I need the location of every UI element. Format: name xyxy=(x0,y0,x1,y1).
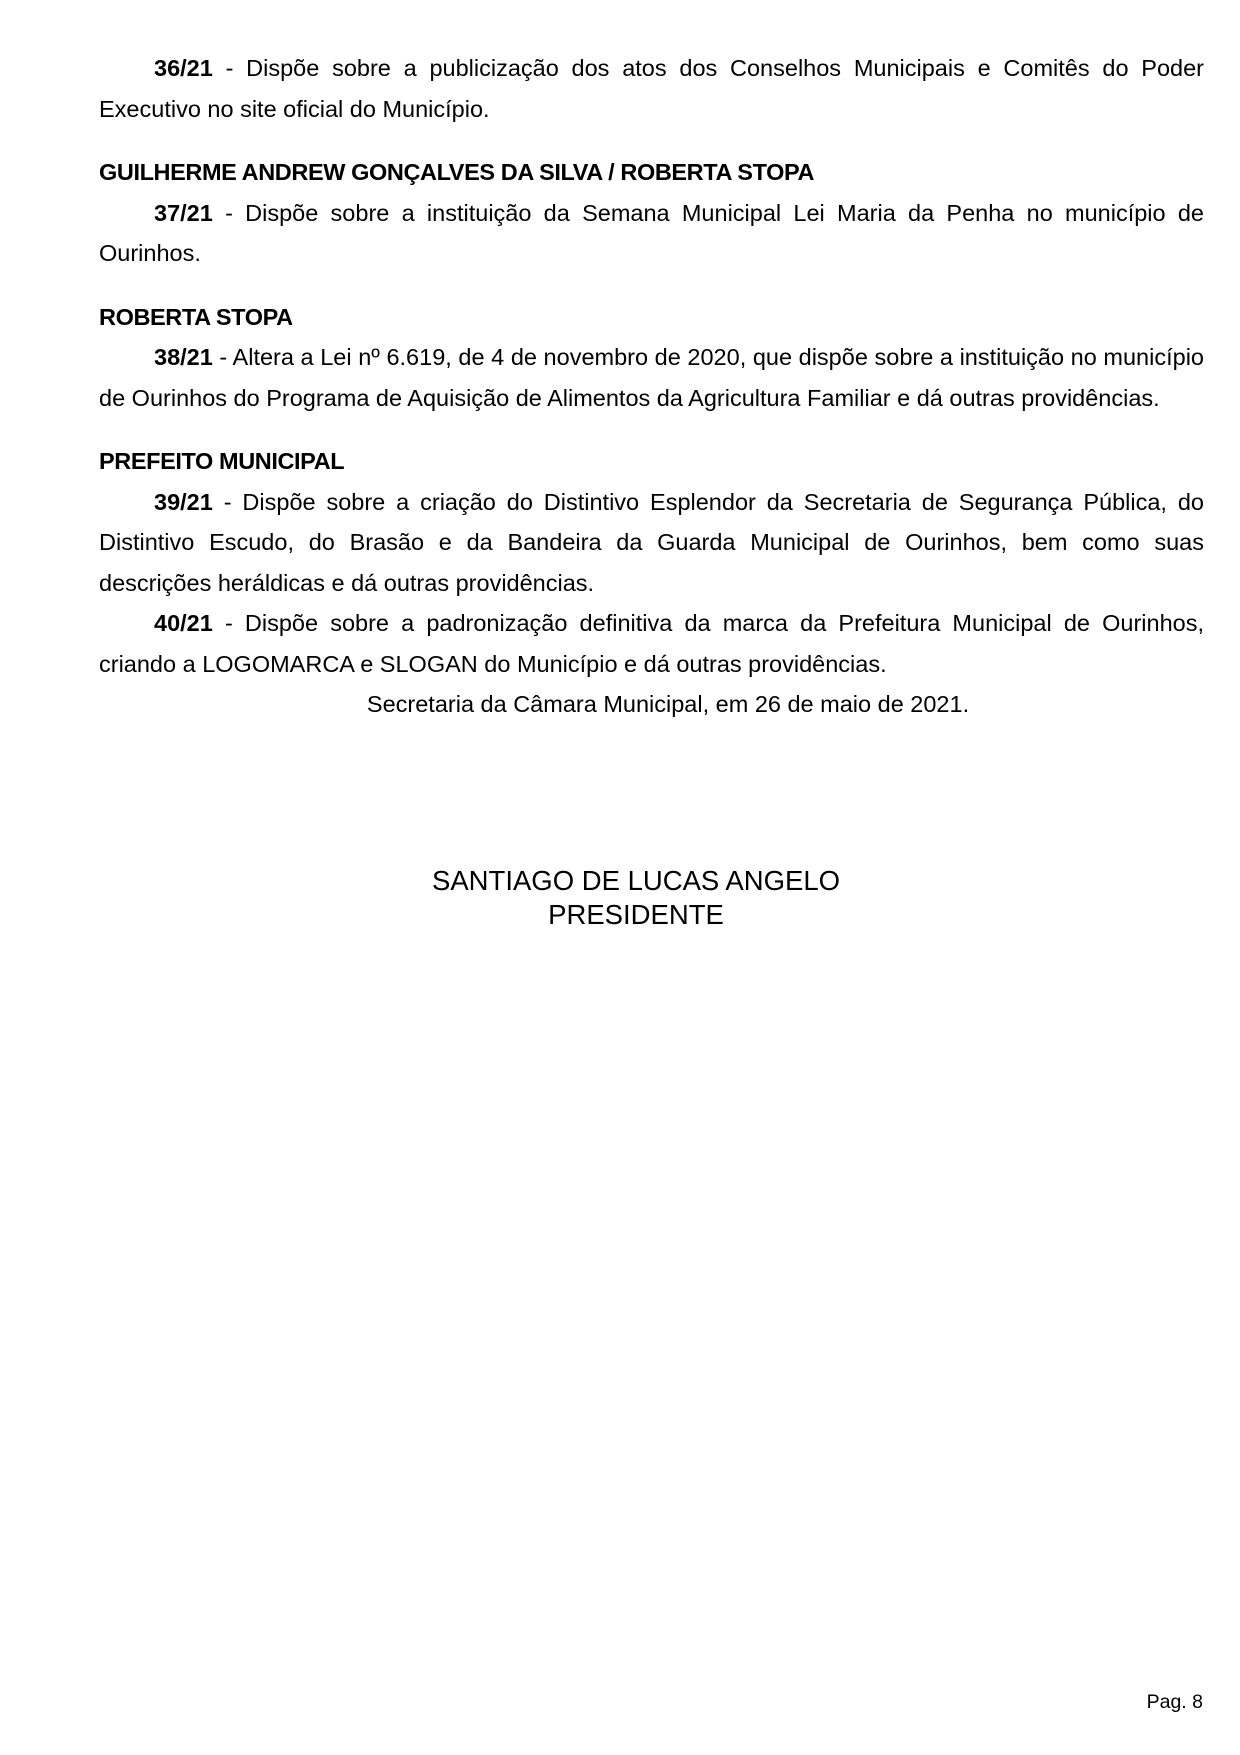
bill-description: - Dispõe sobre a instituição da Semana Municipal Lei Maria da Penha no município de Ourinhos. xyxy=(99,199,1204,266)
bill-number: 36/21 xyxy=(154,55,213,81)
author-heading: ROBERTA STOPA xyxy=(99,303,293,330)
bill-description: - Dispõe sobre a criação do Distintivo Esplendor da Secretaria de Segurança Pública, do Distintivo Escudo, do Brasão e da Bandeira da Guarda Municipal de Ourinhos, bem como suas descrições heráldicas e dá outras providências. xyxy=(99,488,1204,596)
page-number: Pag. 8 xyxy=(1146,1691,1203,1713)
document-body xyxy=(99,48,1204,725)
bill-item-40-21 xyxy=(99,603,1204,684)
bill-number: 39/21 xyxy=(154,488,213,515)
bill-description: - Dispõe sobre a padronização definitiva da marca da Prefeitura Municipal de Ourinhos, criando a LOGOMARCA e SLOGAN do Município e dá outras providências. xyxy=(99,610,1204,677)
bill-description: - Altera a Lei nº 6.619, de 4 de novembro de 2020, que dispõe sobre a instituição no município de Ourinhos do Programa de Aquisição de Alimentos da Agricultura Familiar e dá outras providências. xyxy=(99,344,1204,411)
bill-item-38-21 xyxy=(99,337,1204,418)
author-heading: PREFEITO MUNICIPAL xyxy=(99,448,345,474)
signatory-name: SANTIAGO DE LUCAS ANGELO xyxy=(431,865,841,896)
bill-number: 38/21 xyxy=(154,344,213,370)
signatory-title: PRESIDENTE xyxy=(548,899,724,930)
bill-item-39-21 xyxy=(99,482,1204,604)
bill-number: 40/21 xyxy=(154,610,213,636)
bill-item-37-21 xyxy=(99,193,1204,274)
signature-block xyxy=(0,864,1240,932)
bill-item-36-21 xyxy=(99,48,1204,129)
bill-number: 37/21 xyxy=(154,199,213,226)
closing-line: Secretaria da Câmara Municipal, em 26 de maio de 2021. xyxy=(366,691,970,717)
author-heading: GUILHERME ANDREW GONÇALVES DA SILVA / ROBERTA STOPA xyxy=(99,159,815,185)
bill-description: - Dispõe sobre a publicização dos atos dos Conselhos Municipais e Comitês do Poder Executivo no site oficial do Município. xyxy=(99,55,1204,122)
